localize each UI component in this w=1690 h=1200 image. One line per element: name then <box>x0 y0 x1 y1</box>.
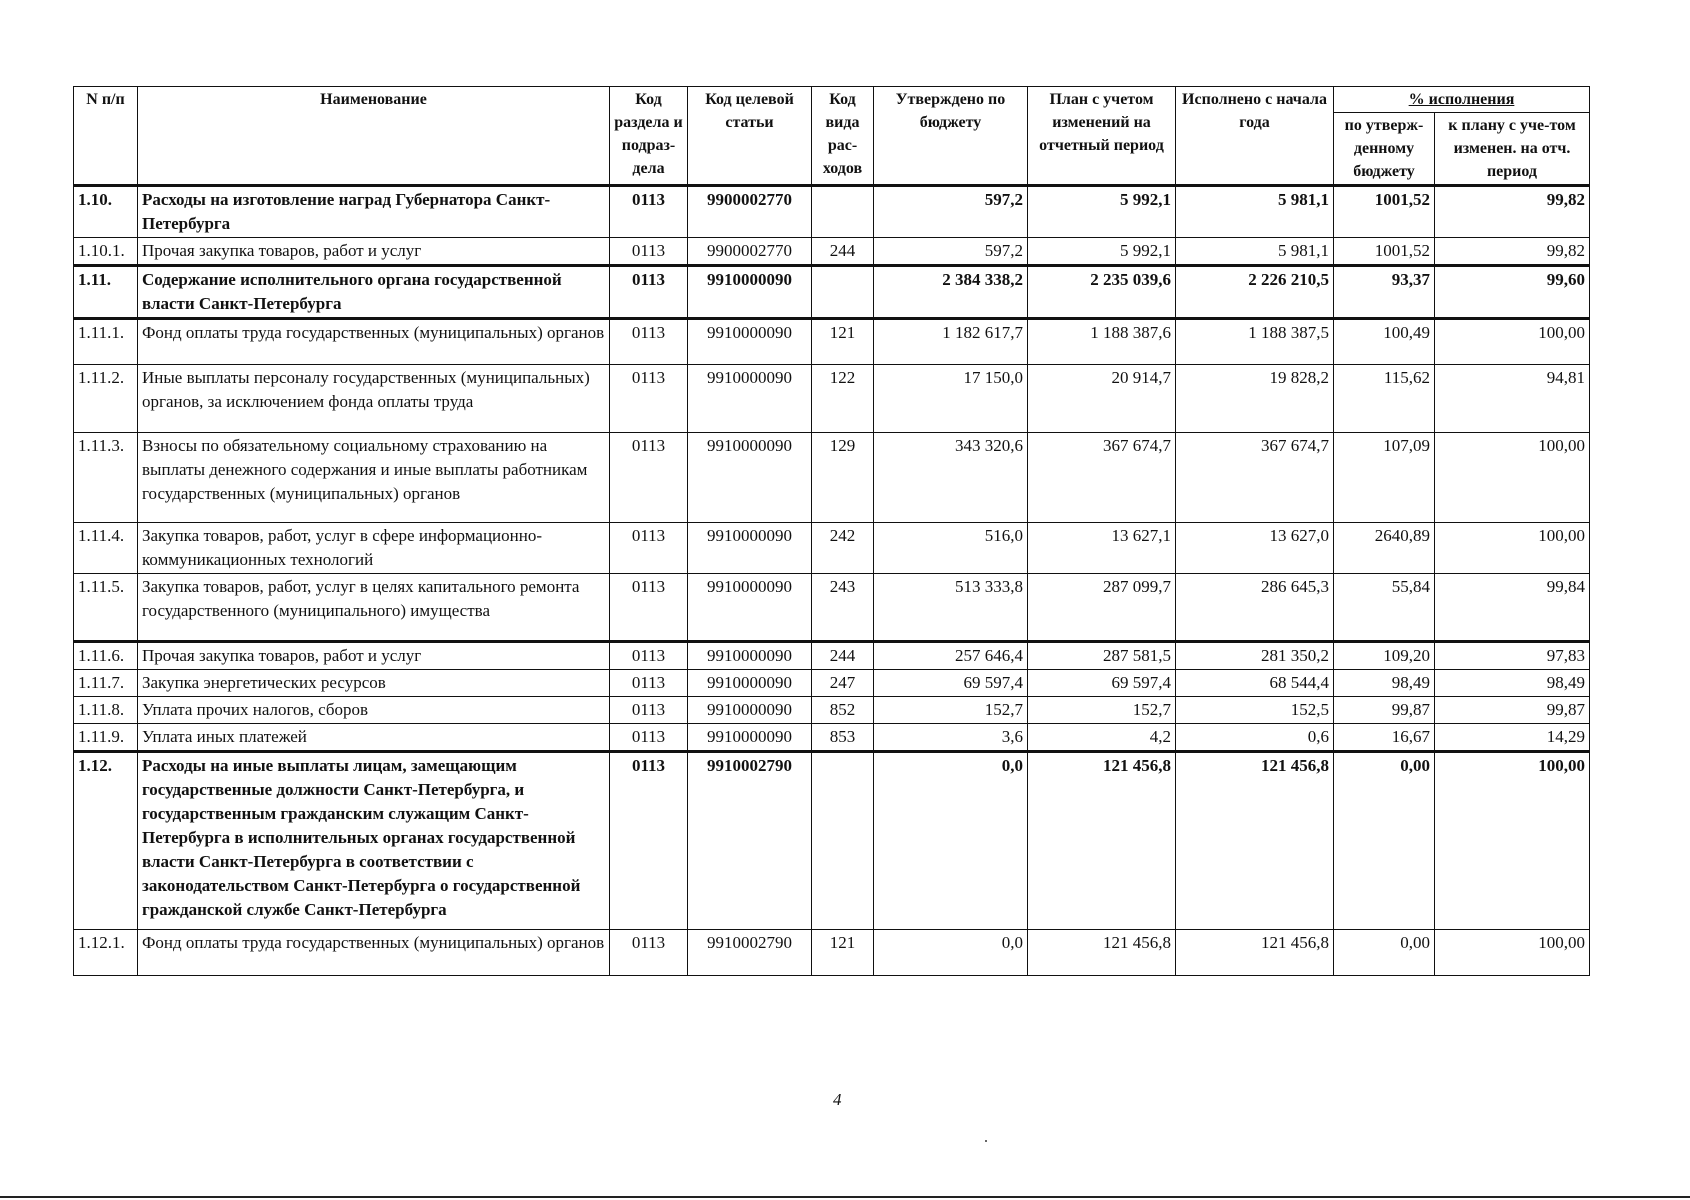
col-target-code-header: Код целевой статьи <box>688 87 812 186</box>
row-name: Прочая закупка товаров, работ и услуг <box>138 642 610 670</box>
row-expense-code <box>812 266 874 319</box>
row-num: 1.11.8. <box>74 697 138 724</box>
row-num: 1.11.5. <box>74 574 138 642</box>
row-name: Содержание исполнительного органа государственной власти Санкт-Петербурга <box>138 266 610 319</box>
col-pct-group-header: % исполнения <box>1334 87 1590 113</box>
col-name-header: Наименование <box>138 87 610 186</box>
row-pct-plan: 97,83 <box>1435 642 1590 670</box>
row-name: Фонд оплаты труда государственных (муниципальных) органов <box>138 319 610 365</box>
row-name: Уплата прочих налогов, сборов <box>138 697 610 724</box>
row-section-code: 0113 <box>610 319 688 365</box>
row-executed: 19 828,2 <box>1176 365 1334 433</box>
row-section-code: 0113 <box>610 574 688 642</box>
row-approved: 516,0 <box>874 523 1028 574</box>
row-plan: 152,7 <box>1028 697 1176 724</box>
table-row <box>74 365 1590 433</box>
table-body <box>74 186 1590 976</box>
row-plan: 287 581,5 <box>1028 642 1176 670</box>
row-approved: 17 150,0 <box>874 365 1028 433</box>
row-pct-plan: 100,00 <box>1435 930 1590 976</box>
table-row <box>74 670 1590 697</box>
table-row <box>74 186 1590 238</box>
row-executed: 1 188 387,5 <box>1176 319 1334 365</box>
row-name: Взносы по обязательному социальному страхованию на выплаты денежного содержания и иные выплаты работникам государственных (муниципальных) органов <box>138 433 610 523</box>
row-target-code: 9910000090 <box>688 697 812 724</box>
row-name: Фонд оплаты труда государственных (муниципальных) органов <box>138 930 610 976</box>
row-executed: 13 627,0 <box>1176 523 1334 574</box>
row-plan: 4,2 <box>1028 724 1176 752</box>
row-pct-approved: 1001,52 <box>1334 238 1435 266</box>
row-pct-approved: 109,20 <box>1334 642 1435 670</box>
row-target-code: 9910002790 <box>688 752 812 930</box>
row-expense-code: 243 <box>812 574 874 642</box>
col-pct-approved-header: по утверж-денному бюджету <box>1334 113 1435 186</box>
row-approved: 1 182 617,7 <box>874 319 1028 365</box>
row-executed: 286 645,3 <box>1176 574 1334 642</box>
row-approved: 152,7 <box>874 697 1028 724</box>
col-num-header: N п/п <box>74 87 138 186</box>
table-row <box>74 724 1590 752</box>
table-row <box>74 523 1590 574</box>
col-expense-code-header: Код вида рас-ходов <box>812 87 874 186</box>
row-target-code: 9910000090 <box>688 574 812 642</box>
row-section-code: 0113 <box>610 724 688 752</box>
row-approved: 597,2 <box>874 186 1028 238</box>
row-expense-code: 242 <box>812 523 874 574</box>
row-name: Расходы на изготовление наград Губернатора Санкт-Петербурга <box>138 186 610 238</box>
row-pct-plan: 100,00 <box>1435 523 1590 574</box>
row-executed: 121 456,8 <box>1176 930 1334 976</box>
row-target-code: 9910000090 <box>688 365 812 433</box>
row-name: Прочая закупка товаров, работ и услуг <box>138 238 610 266</box>
col-pct-plan-header: к плану с уче-том изменен. на отч. период <box>1435 113 1590 186</box>
row-plan: 121 456,8 <box>1028 752 1176 930</box>
row-plan: 20 914,7 <box>1028 365 1176 433</box>
col-executed-header: Исполнено с начала года <box>1176 87 1334 186</box>
row-num: 1.10. <box>74 186 138 238</box>
row-pct-plan: 100,00 <box>1435 752 1590 930</box>
row-executed: 121 456,8 <box>1176 752 1334 930</box>
row-pct-approved: 100,49 <box>1334 319 1435 365</box>
row-pct-approved: 55,84 <box>1334 574 1435 642</box>
row-expense-code: 129 <box>812 433 874 523</box>
row-target-code: 9910000090 <box>688 724 812 752</box>
row-pct-plan: 100,00 <box>1435 319 1590 365</box>
row-name: Расходы на иные выплаты лицам, замещающим государственные должности Санкт-Петербурга, и государственным гражданским служащим Санкт-Петербурга в исполнительных органах государственной власти Санкт-Петербурга в соответствии с законодательством Санкт-Петербурга о государственной гражданской службе Санкт-Петербурга <box>138 752 610 930</box>
row-pct-approved: 0,00 <box>1334 752 1435 930</box>
row-approved: 0,0 <box>874 752 1028 930</box>
row-pct-approved: 115,62 <box>1334 365 1435 433</box>
row-executed: 152,5 <box>1176 697 1334 724</box>
row-num: 1.11.1. <box>74 319 138 365</box>
row-pct-plan: 99,82 <box>1435 186 1590 238</box>
row-expense-code: 244 <box>812 238 874 266</box>
row-plan: 121 456,8 <box>1028 930 1176 976</box>
row-plan: 1 188 387,6 <box>1028 319 1176 365</box>
row-pct-plan: 14,29 <box>1435 724 1590 752</box>
row-name: Закупка энергетических ресурсов <box>138 670 610 697</box>
row-expense-code: 121 <box>812 930 874 976</box>
col-section-code-header: Код раздела и подраз-дела <box>610 87 688 186</box>
row-expense-code: 247 <box>812 670 874 697</box>
table-row <box>74 266 1590 319</box>
row-executed: 68 544,4 <box>1176 670 1334 697</box>
row-expense-code <box>812 752 874 930</box>
row-section-code: 0113 <box>610 697 688 724</box>
row-expense-code: 244 <box>812 642 874 670</box>
row-plan: 2 235 039,6 <box>1028 266 1176 319</box>
row-plan: 287 099,7 <box>1028 574 1176 642</box>
row-target-code: 9910000090 <box>688 670 812 697</box>
row-section-code: 0113 <box>610 752 688 930</box>
row-section-code: 0113 <box>610 930 688 976</box>
col-plan-header: План с учетом изменений на отчетный период <box>1028 87 1176 186</box>
row-num: 1.11. <box>74 266 138 319</box>
row-section-code: 0113 <box>610 266 688 319</box>
row-pct-plan: 94,81 <box>1435 365 1590 433</box>
row-num: 1.11.6. <box>74 642 138 670</box>
row-num: 1.12. <box>74 752 138 930</box>
row-plan: 367 674,7 <box>1028 433 1176 523</box>
row-approved: 513 333,8 <box>874 574 1028 642</box>
row-executed: 2 226 210,5 <box>1176 266 1334 319</box>
row-pct-approved: 99,87 <box>1334 697 1435 724</box>
row-section-code: 0113 <box>610 186 688 238</box>
row-name: Закупка товаров, работ, услуг в сфере информационно-коммуникационных технологий <box>138 523 610 574</box>
row-target-code: 9900002770 <box>688 238 812 266</box>
table-row <box>74 752 1590 930</box>
row-num: 1.11.4. <box>74 523 138 574</box>
row-section-code: 0113 <box>610 642 688 670</box>
col-approved-header: Утверждено по бюджету <box>874 87 1028 186</box>
row-approved: 343 320,6 <box>874 433 1028 523</box>
row-executed: 367 674,7 <box>1176 433 1334 523</box>
row-approved: 257 646,4 <box>874 642 1028 670</box>
table-row <box>74 697 1590 724</box>
row-num: 1.10.1. <box>74 238 138 266</box>
row-name: Закупка товаров, работ, услуг в целях капитального ремонта государственного (муниципального) имущества <box>138 574 610 642</box>
row-section-code: 0113 <box>610 365 688 433</box>
row-num: 1.11.7. <box>74 670 138 697</box>
row-section-code: 0113 <box>610 670 688 697</box>
row-section-code: 0113 <box>610 238 688 266</box>
row-num: 1.12.1. <box>74 930 138 976</box>
scan-speck <box>985 1140 987 1142</box>
row-pct-plan: 99,87 <box>1435 697 1590 724</box>
table-row <box>74 642 1590 670</box>
row-pct-approved: 93,37 <box>1334 266 1435 319</box>
row-pct-plan: 99,60 <box>1435 266 1590 319</box>
row-pct-approved: 0,00 <box>1334 930 1435 976</box>
row-executed: 5 981,1 <box>1176 186 1334 238</box>
table-row <box>74 574 1590 642</box>
row-pct-plan: 100,00 <box>1435 433 1590 523</box>
row-num: 1.11.3. <box>74 433 138 523</box>
budget-execution-table <box>73 86 1590 976</box>
row-plan: 69 597,4 <box>1028 670 1176 697</box>
row-pct-approved: 107,09 <box>1334 433 1435 523</box>
row-approved: 69 597,4 <box>874 670 1028 697</box>
row-executed: 0,6 <box>1176 724 1334 752</box>
row-target-code: 9910000090 <box>688 523 812 574</box>
row-pct-plan: 98,49 <box>1435 670 1590 697</box>
row-plan: 5 992,1 <box>1028 186 1176 238</box>
table-row <box>74 433 1590 523</box>
row-approved: 597,2 <box>874 238 1028 266</box>
row-num: 1.11.2. <box>74 365 138 433</box>
row-target-code: 9910000090 <box>688 642 812 670</box>
row-target-code: 9910000090 <box>688 266 812 319</box>
page-number: 4 <box>833 1090 842 1109</box>
row-target-code: 9910000090 <box>688 319 812 365</box>
row-section-code: 0113 <box>610 523 688 574</box>
table-header <box>74 87 1590 186</box>
row-executed: 281 350,2 <box>1176 642 1334 670</box>
row-name: Иные выплаты персоналу государственных (муниципальных) органов, за исключением фонда оплаты труда <box>138 365 610 433</box>
row-pct-plan: 99,84 <box>1435 574 1590 642</box>
row-plan: 13 627,1 <box>1028 523 1176 574</box>
row-expense-code: 853 <box>812 724 874 752</box>
row-target-code: 9910000090 <box>688 433 812 523</box>
row-expense-code: 122 <box>812 365 874 433</box>
row-plan: 5 992,1 <box>1028 238 1176 266</box>
row-expense-code: 121 <box>812 319 874 365</box>
row-executed: 5 981,1 <box>1176 238 1334 266</box>
row-pct-approved: 16,67 <box>1334 724 1435 752</box>
row-expense-code: 852 <box>812 697 874 724</box>
row-pct-approved: 1001,52 <box>1334 186 1435 238</box>
row-approved: 2 384 338,2 <box>874 266 1028 319</box>
row-num: 1.11.9. <box>74 724 138 752</box>
row-pct-approved: 2640,89 <box>1334 523 1435 574</box>
row-target-code: 9910002790 <box>688 930 812 976</box>
row-expense-code <box>812 186 874 238</box>
row-pct-approved: 98,49 <box>1334 670 1435 697</box>
row-approved: 0,0 <box>874 930 1028 976</box>
row-target-code: 9900002770 <box>688 186 812 238</box>
table-row <box>74 319 1590 365</box>
row-approved: 3,6 <box>874 724 1028 752</box>
table-row <box>74 238 1590 266</box>
bottom-rule <box>0 1196 1690 1198</box>
table-row <box>74 930 1590 976</box>
row-name: Уплата иных платежей <box>138 724 610 752</box>
row-section-code: 0113 <box>610 433 688 523</box>
row-pct-plan: 99,82 <box>1435 238 1590 266</box>
